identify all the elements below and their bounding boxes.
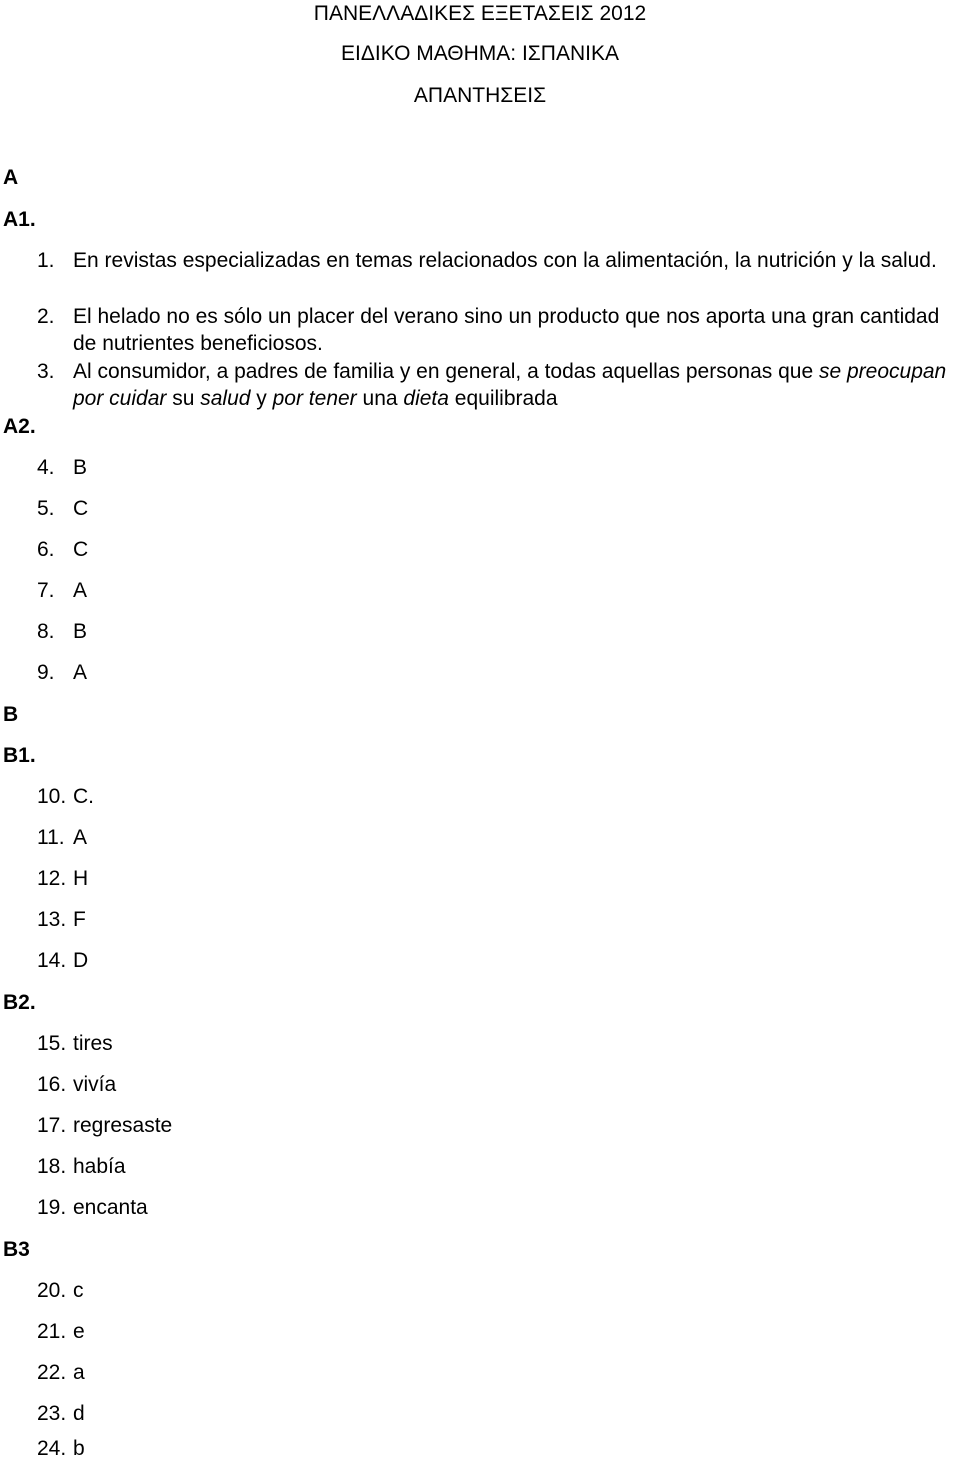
list-item: [37, 579, 87, 603]
item-number: 4.: [37, 456, 55, 479]
item-text: El helado no es sólo un placer del verano sino un producto que nos aporta una gran cantidad de nutrientes beneficiosos.: [73, 305, 940, 355]
item-answer: A: [73, 826, 88, 849]
text-fragment: y: [250, 387, 273, 410]
item-number: 1.: [37, 249, 55, 272]
item-answer: regresaste: [73, 1114, 173, 1137]
list-item: [37, 620, 87, 644]
list-item: [37, 908, 86, 932]
item-answer: a: [73, 1361, 85, 1384]
item-number: 24.: [37, 1437, 67, 1460]
item-answer: encanta: [73, 1196, 148, 1219]
page-title: ΠΑΝΕΛΛΑΔΙΚΕΣ ΕΞΕΤΑΣΕΙΣ 2012: [313, 2, 647, 25]
text-fragment: dieta: [403, 387, 449, 410]
item-number: 11.: [37, 826, 65, 849]
text-fragment: por tener: [272, 387, 357, 410]
list-item: [37, 358, 957, 412]
item-answer: e: [73, 1320, 85, 1343]
list-item: [37, 1437, 85, 1461]
item-number: 23.: [37, 1402, 67, 1425]
item-answer: b: [73, 1437, 85, 1460]
list-item: [37, 785, 94, 809]
item-number: 8.: [37, 620, 55, 643]
item-number: 21.: [37, 1320, 67, 1343]
item-text: [73, 358, 957, 412]
list-item: [37, 497, 88, 521]
item-answer: vivía: [73, 1073, 117, 1096]
section-b2-heading: B2.: [3, 991, 36, 1014]
item-number: 5.: [37, 497, 55, 520]
item-answer: c: [73, 1279, 84, 1302]
item-number: 15.: [37, 1032, 67, 1055]
section-b-heading: B: [3, 703, 19, 726]
section-b1-heading: B1.: [3, 744, 36, 767]
text-fragment: su: [166, 387, 201, 410]
list-item: [37, 1155, 126, 1179]
answers-title: ΑΠΑΝΤΗΣΕΙΣ: [413, 84, 547, 107]
list-item: [37, 1361, 85, 1385]
item-answer: H: [73, 867, 89, 890]
list-item: [37, 826, 87, 850]
item-answer: A: [73, 661, 88, 684]
list-item: [37, 1279, 84, 1303]
item-answer: A: [73, 579, 88, 602]
list-item: [37, 1073, 116, 1097]
item-answer: F: [73, 908, 86, 931]
section-a-heading: A: [3, 166, 19, 189]
list-item: [37, 247, 957, 274]
list-item: [37, 303, 957, 357]
subject-title: ΕΙΔΙΚΟ ΜΑΘΗΜΑ: ΙΣΠΑΝΙΚΑ: [341, 42, 619, 65]
item-number: 16.: [37, 1073, 67, 1096]
item-answer: C: [73, 538, 89, 561]
item-number: 12.: [37, 867, 67, 890]
list-item: [37, 867, 88, 891]
item-number: 2.: [37, 305, 55, 328]
item-number: 22.: [37, 1361, 67, 1384]
list-item: [37, 538, 88, 562]
item-number: 3.: [37, 360, 55, 383]
item-answer: B: [73, 456, 88, 479]
item-answer: B: [73, 620, 88, 643]
list-item: [37, 1196, 148, 1220]
item-number: 17.: [37, 1114, 67, 1137]
item-answer: C.: [73, 785, 94, 808]
item-number: 9.: [37, 661, 55, 684]
text-fragment: una: [356, 387, 404, 410]
section-a1-heading: A1.: [3, 208, 36, 231]
section-b3-heading: B3: [3, 1238, 30, 1261]
item-number: 13.: [37, 908, 67, 931]
section-a2-heading: A2.: [3, 415, 36, 438]
text-fragment: salud: [200, 387, 251, 410]
item-text: En revistas especializadas en temas relacionados con la alimentación, la nutrición y la salud.: [73, 249, 937, 272]
list-item: [37, 1032, 113, 1056]
item-number: 20.: [37, 1279, 67, 1302]
item-answer: d: [73, 1402, 85, 1425]
item-number: 6.: [37, 538, 55, 561]
item-answer: tires: [73, 1032, 113, 1055]
item-number: 18.: [37, 1155, 67, 1178]
text-fragment: equilibrada: [448, 387, 558, 410]
item-number: 7.: [37, 579, 55, 602]
list-item: [37, 456, 87, 480]
item-answer: había: [73, 1155, 126, 1178]
item-number: 10.: [37, 785, 67, 808]
item-number: 19.: [37, 1196, 67, 1219]
text-fragment: se preocupan por cuidar: [73, 360, 947, 410]
item-number: 14.: [37, 949, 67, 972]
list-item: [37, 661, 87, 685]
item-answer: C: [73, 497, 89, 520]
list-item: [37, 1320, 85, 1344]
item-answer: D: [73, 949, 89, 972]
list-item: [37, 1114, 172, 1138]
list-item: [37, 949, 88, 973]
text-fragment: Al consumidor, a padres de familia y en general, a todas aquellas personas que: [73, 360, 819, 383]
list-item: [37, 1402, 85, 1426]
